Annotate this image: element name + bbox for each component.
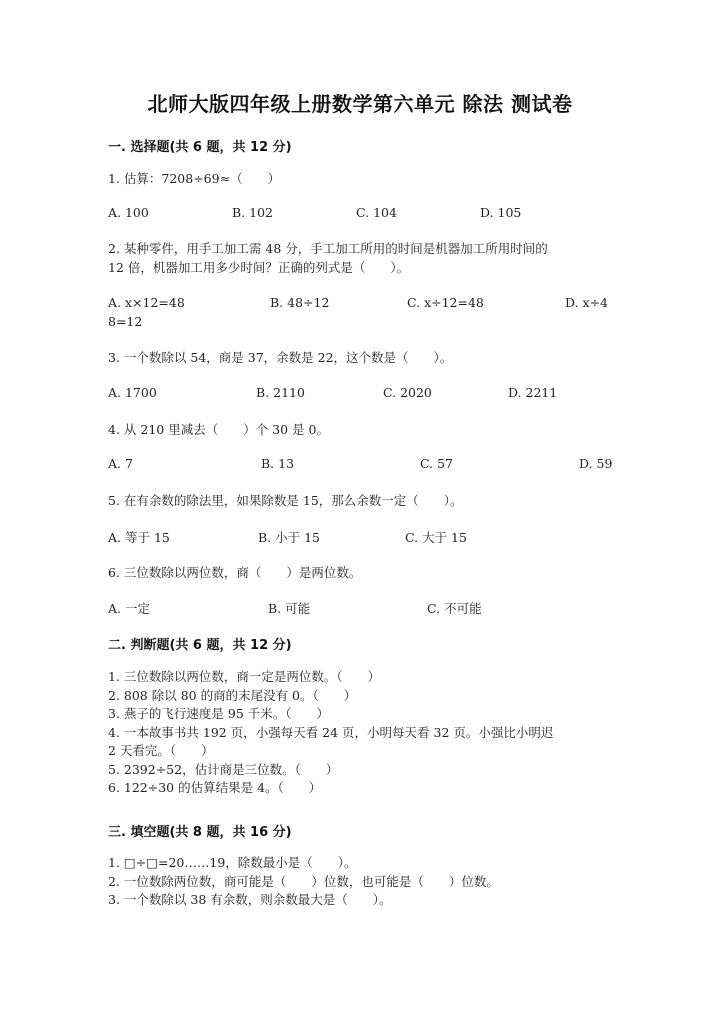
q4-option-c: C. 57: [420, 456, 453, 471]
q2-option-d-continued: 8=12: [108, 314, 143, 329]
q4-option-d: D. 59: [579, 456, 613, 471]
q2-option-c: C. x÷12=48: [407, 295, 484, 310]
question-2-line-1: 2. 某种零件，用手工加工需 48 分，手工加工所用的时间是机器加工所用时间的: [108, 241, 548, 256]
question-4: 4. 从 210 里减去（ ）个 30 是 0。: [108, 422, 329, 437]
question-6: 6. 三位数除以两位数，商（ ）是两位数。: [108, 565, 362, 580]
fill-item-1: 1. □÷□=20……19，除数最小是（ ）。: [108, 855, 357, 870]
question-2-line-2: 12 倍，机器加工用多少时间？正确的列式是（ ）。: [108, 260, 410, 275]
section-heading-choice: 一. 选择题(共 6 题，共 12 分): [108, 140, 292, 155]
judge-item-4: 4. 一本故事书共 192 页，小强每天看 24 页，小明每天看 32 页。小强比小明迟: [108, 724, 554, 740]
fill-list: [108, 854, 613, 910]
q1-option-b: B. 102: [232, 205, 273, 220]
q3-option-c: C. 2020: [383, 385, 432, 400]
judge-item-4-continued: 2 天看完。（ ）: [108, 743, 214, 758]
judge-list: [108, 668, 613, 798]
q6-option-c: C. 不可能: [427, 601, 482, 616]
q3-option-a: A. 1700: [108, 385, 157, 400]
q6-option-a: A. 一定: [108, 601, 150, 616]
fill-item-2: 2. 一位数除两位数，商可能是（ ）位数，也可能是（ ）位数。: [108, 873, 499, 889]
q5-option-c: C. 大于 15: [405, 530, 467, 545]
question-5: 5. 在有余数的除法里，如果除数是 15，那么余数一定（ ）。: [108, 493, 463, 508]
section-heading-fill: 三. 填空题(共 8 题，共 16 分): [108, 825, 292, 840]
q2-option-a: A. x×12=48: [108, 295, 185, 310]
q1-option-a: A. 100: [108, 205, 149, 220]
judge-item-5: 5. 2392÷52，估计商是三位数。（ ）: [108, 761, 339, 777]
q1-option-c: C. 104: [356, 205, 397, 220]
q6-option-b: B. 可能: [268, 601, 311, 616]
q2-option-b: B. 48÷12: [270, 295, 330, 310]
q1-option-d: D. 105: [480, 205, 522, 220]
page-title: 北师大版四年级上册数学第六单元 除法 测试卷: [147, 92, 573, 116]
q2-option-d: D. x÷4: [565, 295, 608, 310]
judge-item-6: 6. 122÷30 的估算结果是 4。（ ）: [108, 780, 322, 795]
q5-option-b: B. 小于 15: [258, 530, 321, 545]
question-3: 3. 一个数除以 54，商是 37，余数是 22，这个数是（ ）。: [108, 350, 453, 365]
judge-item-2: 2. 808 除以 80 的商的末尾没有 0。（ ）: [108, 687, 357, 703]
judge-item-1: 1. 三位数除以两位数，商一定是两位数。（ ）: [108, 669, 381, 684]
question-1: 1. 估算：7208÷69≈（ ）: [108, 171, 281, 186]
q4-option-b: B. 13: [261, 456, 295, 471]
q3-option-d: D. 2211: [508, 385, 558, 400]
q5-option-a: A. 等于 15: [108, 530, 170, 545]
q3-option-b: B. 2110: [256, 385, 305, 400]
fill-item-3: 3. 一个数除以 38 有余数，则余数最大是（ ）。: [108, 892, 392, 907]
q4-option-a: A. 7: [108, 456, 133, 471]
judge-item-3: 3. 燕子的飞行速度是 95 千米。（ ）: [108, 706, 330, 721]
section-heading-judge: 二. 判断题(共 6 题，共 12 分): [108, 638, 292, 653]
